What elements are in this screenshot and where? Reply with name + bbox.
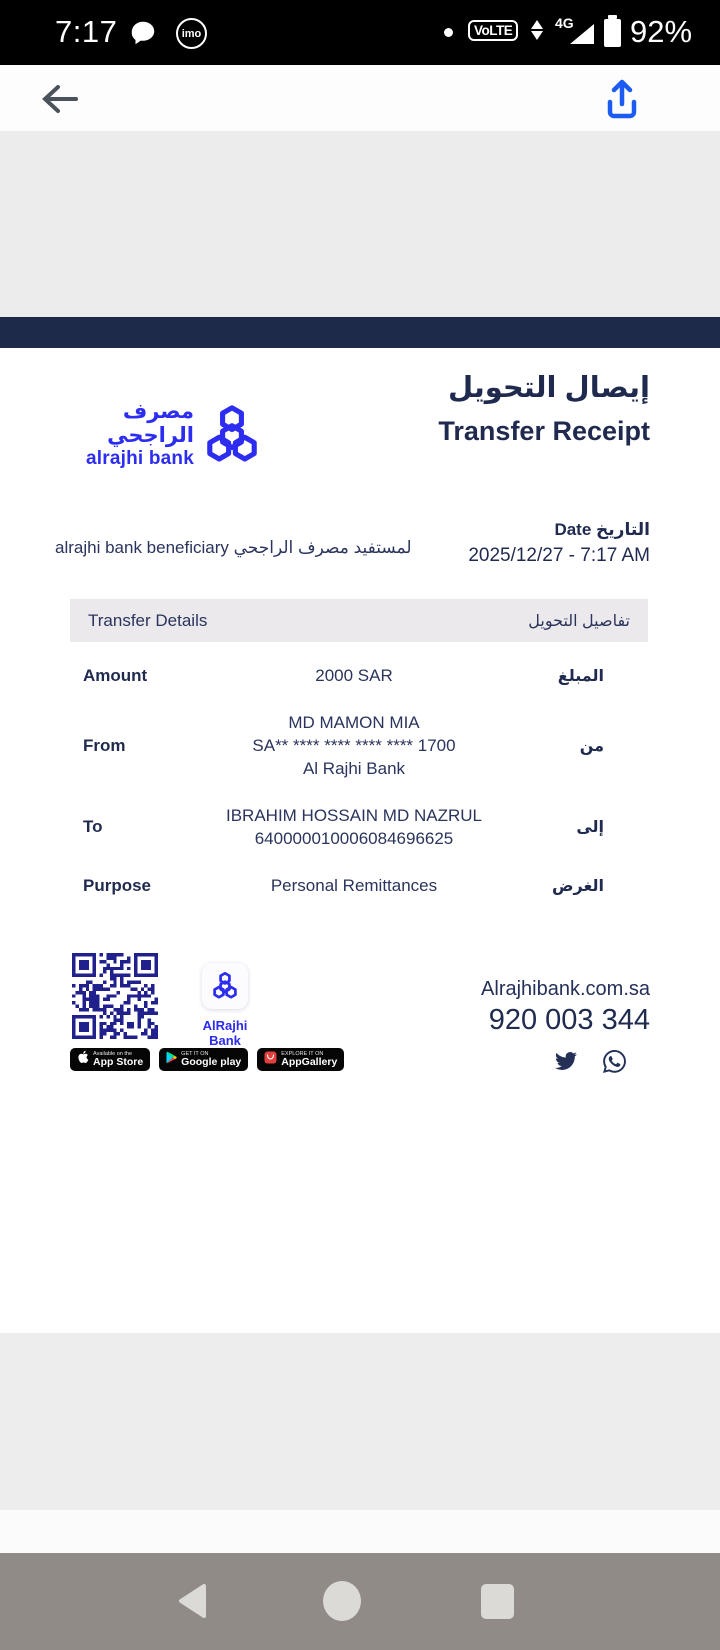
- whatsapp-icon: [603, 1050, 626, 1073]
- network-type-label: 4G: [555, 15, 574, 31]
- badge-app-store[interactable]: [70, 1048, 150, 1071]
- badge-google-play[interactable]: [159, 1048, 248, 1071]
- beneficiary-line: alrajhi bank beneficiary لمستفيد مصرف الراجحي: [55, 538, 412, 557]
- badge-app-gallery[interactable]: [257, 1048, 344, 1071]
- row-label-arabic-amount: المبلغ: [557, 667, 604, 685]
- brand-name-arabic: مصرف الراجحي: [107, 400, 194, 447]
- details-header-arabic: تفاصيل التحويل: [528, 612, 630, 630]
- date-label: Date التاريخ: [554, 520, 650, 539]
- alrajhi-brand-logo: [62, 396, 264, 474]
- nav-back-triangle-icon: [181, 1586, 204, 1616]
- app-store-icon: [77, 1050, 89, 1069]
- row-value-line: 2000 SAR: [315, 666, 393, 685]
- share-button[interactable]: [596, 77, 648, 123]
- row-value-from: [210, 711, 498, 780]
- back-arrow-icon: [45, 87, 76, 111]
- scroll-background-bottom: [0, 1333, 720, 1510]
- row-label-arabic-purpose: الغرض: [552, 877, 604, 895]
- details-header-english: Transfer Details: [88, 610, 208, 630]
- receipt-qr-code: [72, 953, 158, 1039]
- row-value-line: IBRAHIM HOSSAIN MD NAZRUL: [226, 806, 482, 825]
- details-row-to: [70, 792, 648, 862]
- details-row-from: [70, 699, 648, 792]
- status-time: 7:17: [55, 14, 118, 49]
- brand-name-english: alrajhi bank: [86, 448, 194, 469]
- badge-top-line: Available on the: [93, 1051, 133, 1057]
- battery-icon: [604, 19, 621, 47]
- row-label-purpose: Purpose: [83, 875, 152, 895]
- transfer-details-rows: [70, 642, 648, 909]
- status-bar: [0, 0, 720, 65]
- row-value-purpose: [210, 874, 498, 897]
- badge-text: [281, 1051, 337, 1068]
- row-value-line: 640000010006084696625: [254, 829, 454, 848]
- row-value-to: [210, 804, 498, 850]
- store-badges: [70, 1048, 344, 1071]
- row-label-to: To: [83, 817, 103, 836]
- badge-top-line: EXPLORE IT ON: [281, 1051, 324, 1057]
- google-play-icon: [166, 1051, 177, 1069]
- alrajhi-app-promo: [186, 963, 264, 1048]
- badge-text: [93, 1051, 143, 1068]
- row-value-amount: [210, 664, 498, 687]
- nav-home-button[interactable]: [323, 1581, 361, 1621]
- receipt-title-arabic: إيصال التحويل: [447, 372, 650, 404]
- app-gallery-icon: [264, 1051, 277, 1069]
- badge-bottom-line: AppGallery: [281, 1056, 338, 1068]
- data-activity-icon: [531, 20, 543, 40]
- alrajhi-hexagon-logo-icon: [200, 396, 264, 474]
- scroll-background-strip: [0, 1510, 720, 1553]
- nav-recents-button[interactable]: [481, 1584, 514, 1619]
- back-button[interactable]: [38, 79, 82, 119]
- row-value-line: Personal Remittances: [270, 876, 438, 895]
- transfer-details-section: [70, 599, 648, 909]
- imo-notification-icon: imo: [176, 18, 207, 49]
- notification-dot-icon: [444, 28, 453, 37]
- row-label-amount: Amount: [83, 665, 148, 685]
- row-label-from: From: [83, 735, 126, 755]
- receipt-top-band: [0, 317, 720, 348]
- alrajhi-app-icon: [202, 963, 248, 1009]
- bank-phone: 920 003 344: [488, 1004, 650, 1036]
- app-bar: [0, 65, 720, 132]
- row-label-arabic-from: من: [579, 737, 604, 755]
- row-value-line: MD MAMON MIA: [288, 713, 420, 732]
- volte-icon: VoLTE: [468, 20, 518, 41]
- row-label-arabic-to: إلى: [576, 819, 604, 836]
- row-value-line: Al Rajhi Bank: [302, 759, 406, 778]
- nav-back-button[interactable]: [176, 1582, 208, 1625]
- details-row-amount: [70, 652, 648, 699]
- share-icon: [610, 82, 634, 116]
- badge-text: [181, 1051, 241, 1068]
- alrajhi-app-name: AlRajhi Bank: [202, 1018, 248, 1048]
- twitter-icon: [553, 1050, 579, 1072]
- bank-website: Alrajhibank.com.sa: [481, 978, 650, 1000]
- row-value-line: SA** **** **** **** **** 1700: [252, 736, 456, 755]
- scroll-background-top: [0, 132, 720, 317]
- chat-notification-icon: [128, 18, 158, 53]
- transfer-details-header: [70, 599, 648, 642]
- receipt-title-english: Transfer Receipt: [438, 416, 650, 446]
- badge-top-line: GET IT ON: [181, 1051, 209, 1057]
- badge-bottom-line: App Store: [93, 1056, 144, 1068]
- battery-percent: 92%: [630, 14, 693, 49]
- transfer-receipt-document: [0, 348, 720, 1333]
- badge-bottom-line: Google play: [181, 1056, 242, 1068]
- date-value: 2025/12/27 - 7:17 AM: [468, 545, 650, 566]
- contact-block: [481, 978, 650, 1073]
- details-row-purpose: [70, 862, 648, 909]
